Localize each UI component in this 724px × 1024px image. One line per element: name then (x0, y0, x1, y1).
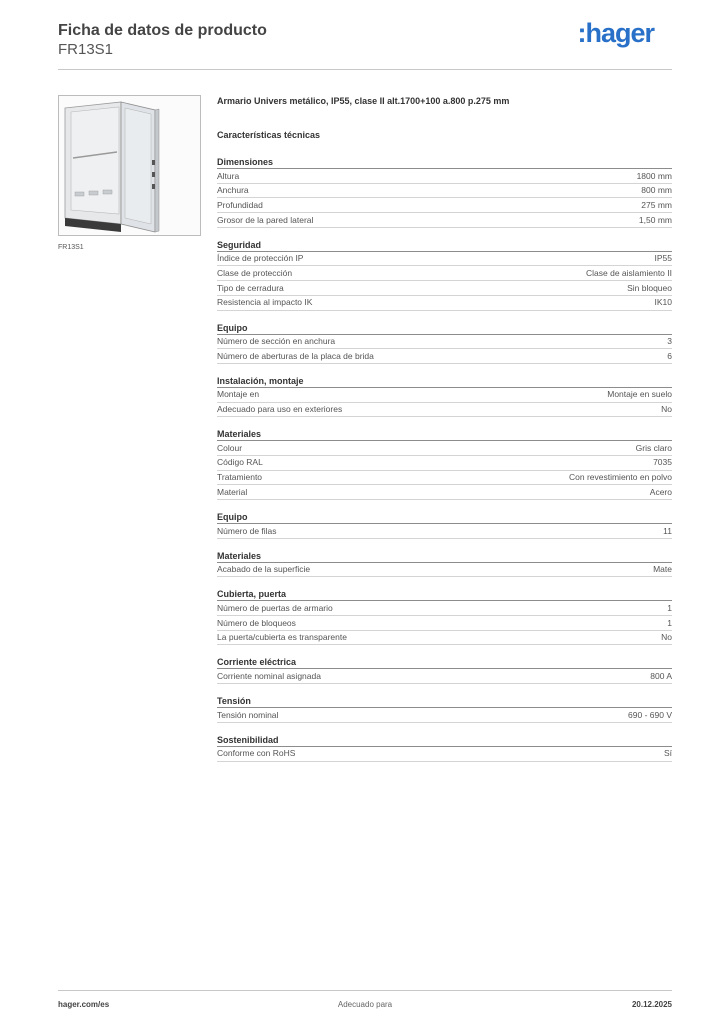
spec-label: Número de bloqueos (217, 617, 296, 628)
spec-value: 800 mm (641, 185, 672, 196)
spec-row (217, 403, 672, 418)
spec-label: Profundidad (217, 199, 263, 210)
spec-row (217, 747, 672, 762)
spec-value: 1 (667, 617, 672, 628)
spec-row (217, 441, 672, 456)
spec-row (217, 335, 672, 350)
spec-sections (217, 155, 672, 762)
spec-row (217, 198, 672, 213)
spec-label: Número de filas (217, 525, 277, 536)
spec-value: No (661, 632, 672, 643)
spec-label: Montaje en (217, 389, 260, 400)
product-code: FR13S1 (58, 41, 114, 58)
spec-section (217, 694, 672, 723)
spec-value: 275 mm (641, 199, 672, 210)
spec-row (217, 456, 672, 471)
spec-value: Con revestimiento en polvo (568, 472, 672, 483)
spec-label: Clase de protección (217, 267, 293, 278)
spec-label: Número de puertas de armario (217, 602, 333, 613)
spec-label: Código RAL (217, 457, 263, 468)
spec-value: 1800 mm (636, 170, 672, 181)
page-title: Ficha de datos de producto (58, 22, 267, 39)
footer-website[interactable]: hager.com/es (58, 1000, 110, 1009)
spec-value: 1 (667, 602, 672, 613)
spec-section (217, 587, 672, 645)
spec-row (217, 388, 672, 403)
spec-label: Corriente nominal asignada (217, 670, 321, 681)
spec-label: Colour (217, 442, 243, 453)
spec-value: Sin bloqueo (627, 282, 672, 293)
spec-value: 800 A (650, 670, 672, 681)
tech-characteristics-title: Características técnicas (217, 130, 321, 140)
spec-row (217, 524, 672, 539)
footer-center-text: Adecuado para (337, 1000, 393, 1009)
spec-label: Grosor de la pared lateral (217, 214, 314, 225)
spec-value: Clase de aislamiento II (586, 267, 672, 278)
section-title: Equipo (217, 321, 672, 335)
spec-value: Gris claro (635, 442, 672, 453)
spec-label: Adecuado para uso en exteriores (217, 404, 343, 415)
spec-section (217, 655, 672, 684)
spec-label: Conforme con RoHS (217, 748, 296, 759)
spec-row (217, 281, 672, 296)
spec-value: 1,50 mm (638, 214, 672, 225)
spec-value: 7035 (653, 457, 672, 468)
spec-section (217, 321, 672, 364)
spec-row (217, 349, 672, 364)
footer-date: 20.12.2025 (631, 1000, 672, 1009)
spec-label: Número de sección en anchura (217, 336, 336, 346)
spec-row (217, 708, 672, 723)
spec-label: Tipo de cerradura (217, 282, 284, 293)
spec-section (217, 374, 672, 417)
section-title: Dimensiones (217, 155, 672, 169)
spec-label: Tensión nominal (217, 709, 279, 720)
spec-section (217, 549, 672, 578)
section-title: Materiales (217, 427, 672, 441)
spec-row (217, 485, 672, 500)
spec-row (217, 631, 672, 646)
section-title: Seguridad (217, 238, 672, 252)
image-caption: FR13S1 (58, 244, 84, 251)
spec-section (217, 733, 672, 762)
spec-label: Índice de protección IP (217, 253, 304, 264)
section-title: Cubierta, puerta (217, 587, 672, 601)
spec-row (217, 616, 672, 631)
spec-row (217, 252, 672, 267)
spec-label: Resistencia al impacto IK (217, 297, 313, 308)
spec-row (217, 169, 672, 184)
spec-value: Sí (663, 748, 672, 759)
spec-value: 3 (667, 336, 672, 346)
section-title: Equipo (217, 510, 672, 524)
spec-label: La puerta/cubierta es transparente (217, 632, 347, 643)
spec-section (217, 510, 672, 539)
spec-label: Material (217, 486, 248, 497)
spec-section (217, 427, 672, 500)
spec-label: Tratamiento (217, 472, 263, 483)
spec-value: 11 (663, 525, 672, 536)
spec-row (217, 563, 672, 578)
spec-value: 6 (667, 350, 672, 361)
spec-value: Montaje en suelo (607, 389, 672, 400)
spec-row (217, 471, 672, 486)
spec-row (217, 213, 672, 228)
spec-value: No (661, 404, 672, 415)
product-details (217, 96, 672, 772)
spec-value: Acero (649, 486, 672, 497)
spec-label: Acabado de la superficie (217, 564, 311, 575)
page-header (58, 20, 672, 70)
section-title: Instalación, montaje (217, 374, 672, 388)
spec-section (217, 238, 672, 311)
product-image (58, 95, 201, 236)
cabinet-icon (59, 96, 200, 235)
section-title: Corriente eléctrica (217, 655, 672, 669)
section-title: Tensión (217, 694, 672, 708)
spec-value: IP55 (654, 253, 672, 264)
spec-row (217, 601, 672, 616)
section-title: Sostenibilidad (217, 733, 672, 747)
spec-value: 690 - 690 V (628, 709, 672, 720)
spec-row (217, 184, 672, 199)
spec-label: Anchura (217, 185, 249, 196)
page-footer (58, 990, 672, 1014)
spec-label: Altura (217, 170, 240, 181)
spec-section (217, 155, 672, 228)
spec-row (217, 296, 672, 311)
spec-row (217, 669, 672, 684)
hager-logo[interactable]: :hager (577, 18, 654, 48)
spec-value: IK10 (654, 297, 672, 308)
spec-row (217, 266, 672, 281)
product-description: Armario Univers metálico, IP55, clase II alt.1700+100 a.800 p.275 mm (217, 96, 510, 106)
spec-label: Número de aberturas de la placa de brida (217, 350, 374, 361)
section-title: Materiales (217, 549, 672, 563)
spec-value: Mate (653, 564, 672, 575)
